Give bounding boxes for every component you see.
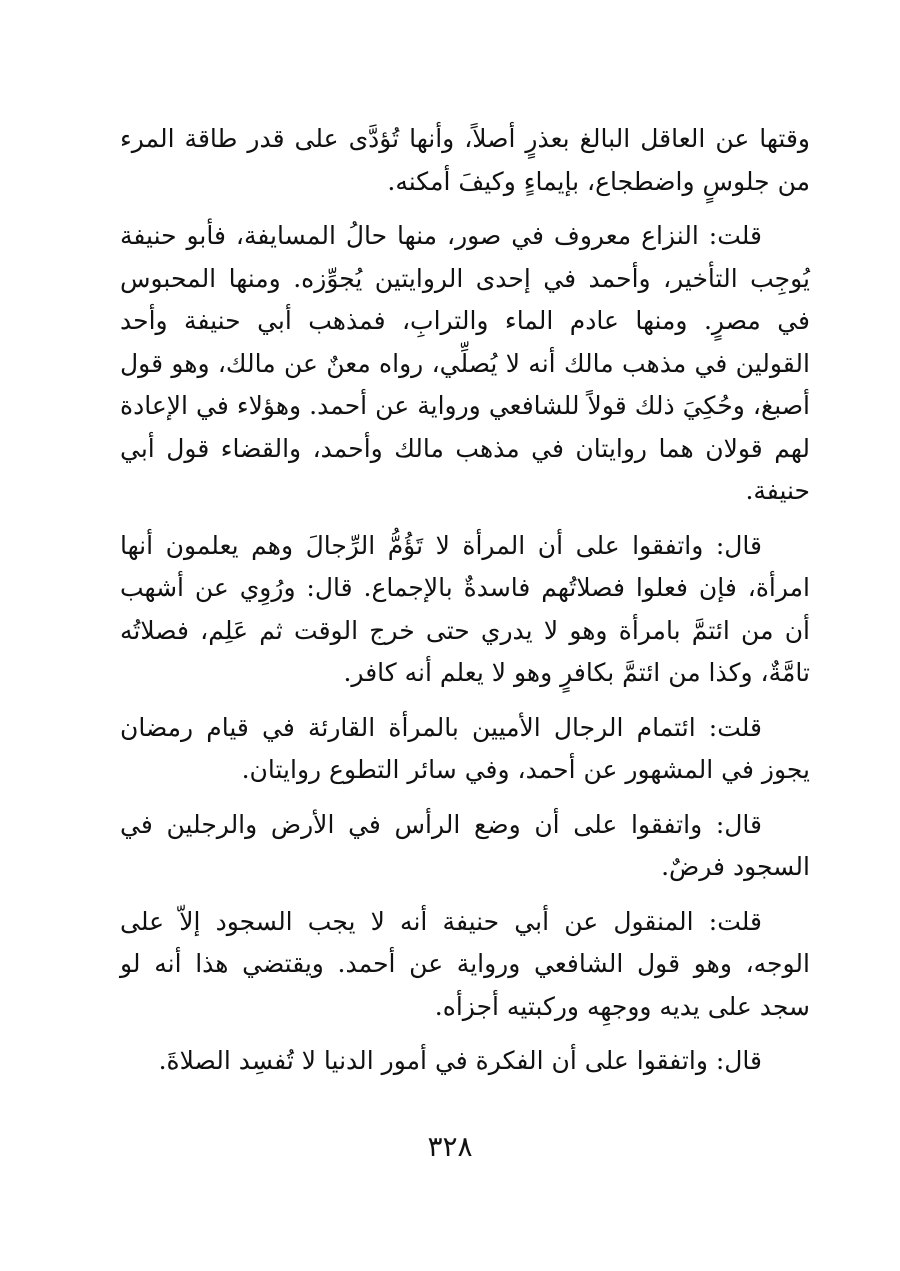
paragraph-3: قال: واتفقوا على أن المرأة لا تَؤُمُّ الرِّجالَ وهم يعلمون أنها امرأة، فإن فعلوا فصلاتُهم فاسدةٌ بالإجماع. قال: ورُوِي عن أشهب أن من ائتمَّ بامرأة وهو لا يدري حتى خرج الوقت ثم عَلِم، فصلاتُه تامَّةٌ، وكذا من ائتمَّ بكافرٍ وهو لا يعلم أنه كافر. — [120, 530, 810, 687]
page-body — [120, 118, 810, 1095]
paragraph-5: قال: واتفقوا على أن وضع الرأس في الأرض والرجلين في السجود فرضٌ. — [120, 809, 810, 881]
paragraph-4: قلت: ائتمام الرجال الأميين بالمرأة القارئة في قيام رمضان يجوز في المشهور عن أحمد، وفي سائر التطوع روايتان. — [120, 712, 810, 784]
paragraph-1: وقتها عن العاقل البالغ بعذرٍ أصلاً، وأنها تُؤدَّى على قدر طاقة المرء من جلوسٍ واضطجاع، بإيماءٍ وكيفَ أمكنه. — [120, 124, 810, 196]
paragraph-2: قلت: النزاع معروف في صور، منها حالُ المسايفة، فأبو حنيفة يُوجِب التأخير، وأحمد في إحدى الروايتين يُجوِّزه. ومنها المحبوس في مصرٍ. ومنها عادم الماء والترابِ، فمذهب أبي حنيفة وأحد القولين في مذهب مالك أنه لا يُصلِّي، رواه معنٌ عن مالك، وهو قول أصبغ، وحُكِيَ ذلك قولاً للشافعي ورواية عن أحمد. وهؤلاء في الإعادة لهم قولان هما روايتان في مذهب مالك وأحمد، والقضاء قول أبي حنيفة. — [120, 221, 810, 505]
paragraph-6: قلت: المنقول عن أبي حنيفة أنه لا يجب السجود إلاّ على الوجه، وهو قول الشافعي ورواية عن أحمد. ويقتضي هذا أنه لو سجد على يديه ووجهِه وركبتيه أجزأه. — [120, 906, 810, 1021]
paragraph-7: قال: واتفقوا على أن الفكرة في أمور الدنيا لا تُفسِد الصلاةَ. — [158, 1046, 762, 1075]
page-number: ٣٢٨ — [427, 1130, 473, 1163]
